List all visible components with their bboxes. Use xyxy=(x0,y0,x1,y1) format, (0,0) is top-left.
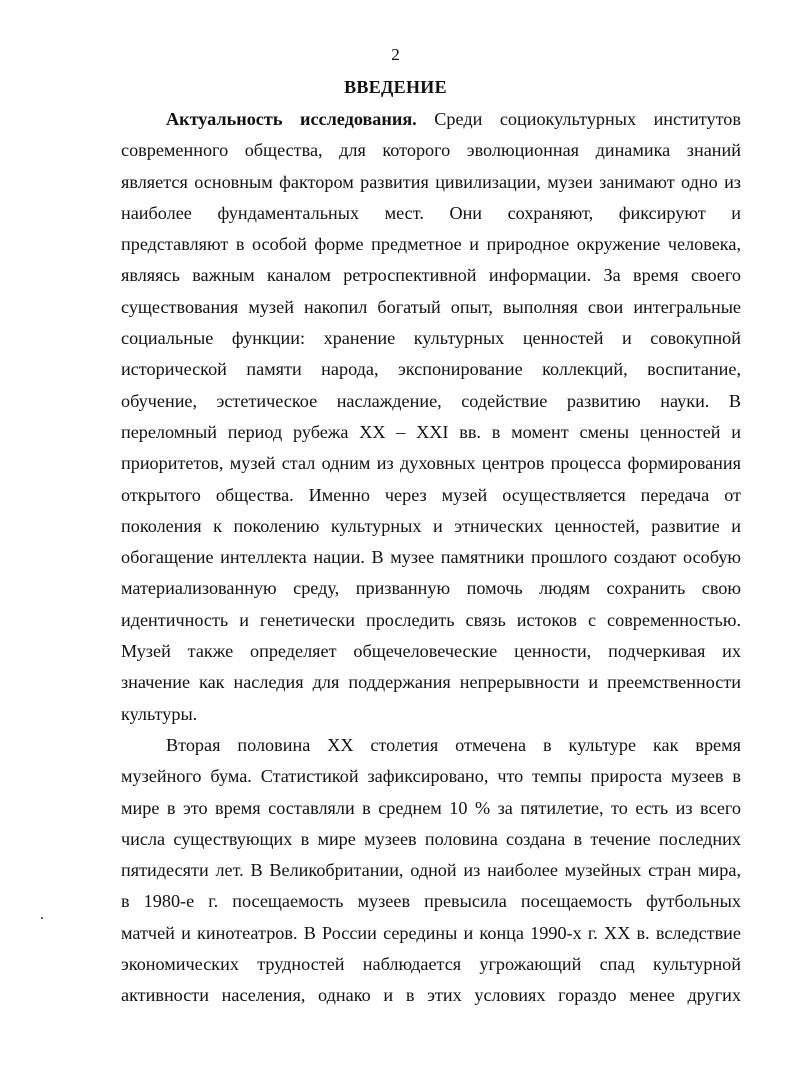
paragraph-2-line: Вторая половина XX столетия отмечена в культуре как время xyxy=(166,734,741,755)
page-number: 2 xyxy=(391,45,400,64)
paragraph-1-line: наиболее фундаментальных мест. Они сохраняют, фиксируют и xyxy=(121,202,741,223)
paragraph-2-line: активности населения, однако и в этих условиях гораздо менее других xyxy=(121,985,741,1006)
paragraph-1-line: идентичность и генетически проследить связь истоков с современностью. xyxy=(121,609,741,630)
paragraph-1-line: приоритетов, музей стал одним из духовных центров процесса формирования xyxy=(121,453,741,474)
paragraph-1-line: материализованную среду, призванную помочь людям сохранить свою xyxy=(121,578,741,599)
paragraph-1-line: является основным фактором развития цивилизации, музеи занимают одно из xyxy=(121,171,741,192)
paragraph-1-line: социальные функции: хранение культурных ценностей и совокупной xyxy=(121,328,741,349)
paragraph-1-line: поколения к поколению культурных и этнических ценностей, развитие и xyxy=(121,515,741,536)
paragraph-1-line: исторической памяти народа, экспонирование коллекций, воспитание, xyxy=(121,359,741,380)
paragraph-2-line: пятидесяти лет. В Великобритании, одной из наиболее музейных стран мира, xyxy=(121,860,741,881)
paragraph-2-line: числа существующих в мире музеев половина создана в течение последних xyxy=(121,828,741,849)
paragraph-1-line: культуры. xyxy=(121,703,198,724)
paragraph-2-line: мире в это время составляли в среднем 10 % за пятилетие, то есть из всего xyxy=(121,797,741,818)
paragraph-2-line: музейного бума. Статистикой зафиксировано, что темпы прироста музеев в xyxy=(121,766,741,787)
section-heading: ВВЕДЕНИЕ xyxy=(344,77,447,97)
paragraph-2-line: в 1980-е г. посещаемость музеев превысила посещаемость футбольных xyxy=(121,891,741,912)
paragraph-1-line: обучение, эстетическое наслаждение, содействие развитию науки. В xyxy=(121,390,741,411)
paragraph-lead-bold: Актуальность исследования. xyxy=(166,109,417,129)
paragraph-1-line: переломный период рубежа XX – XXI вв. в момент смены ценностей и xyxy=(121,421,741,442)
paragraph-1-line: обогащение интеллекта нации. В музее памятники прошлого создают особую xyxy=(121,547,741,568)
paragraph-1-line: представляют в особой форме предметное и природное окружение человека, xyxy=(121,234,741,255)
paragraph-1-line-1: Актуальность исследования. Среди социокультурных институтов xyxy=(166,109,741,129)
paragraph-1-line: современного общества, для которого эволюционная динамика знаний xyxy=(121,140,741,161)
paragraph-1-line: Музей также определяет общечеловеческие ценности, подчеркивая их xyxy=(121,641,741,662)
scan-artifact-dot xyxy=(41,917,43,919)
body-text xyxy=(121,104,741,1012)
paragraph-1-line: являясь важным каналом ретроспективной информации. За время своего xyxy=(121,265,741,286)
paragraph-1-line: значение как наследия для поддержания непрерывности и преемственности xyxy=(121,672,741,693)
paragraph-2-line: экономических трудностей наблюдается угрожающий спад культурной xyxy=(121,954,741,975)
paragraph-2-line: матчей и кинотеатров. В России середины и конца 1990-х г. XX в. вследствие xyxy=(121,922,741,943)
paragraph-1-line: существования музей накопил богатый опыт, выполняя свои интегральные xyxy=(121,296,741,317)
paragraph-1-line: открытого общества. Именно через музей осуществляется передача от xyxy=(121,484,741,505)
